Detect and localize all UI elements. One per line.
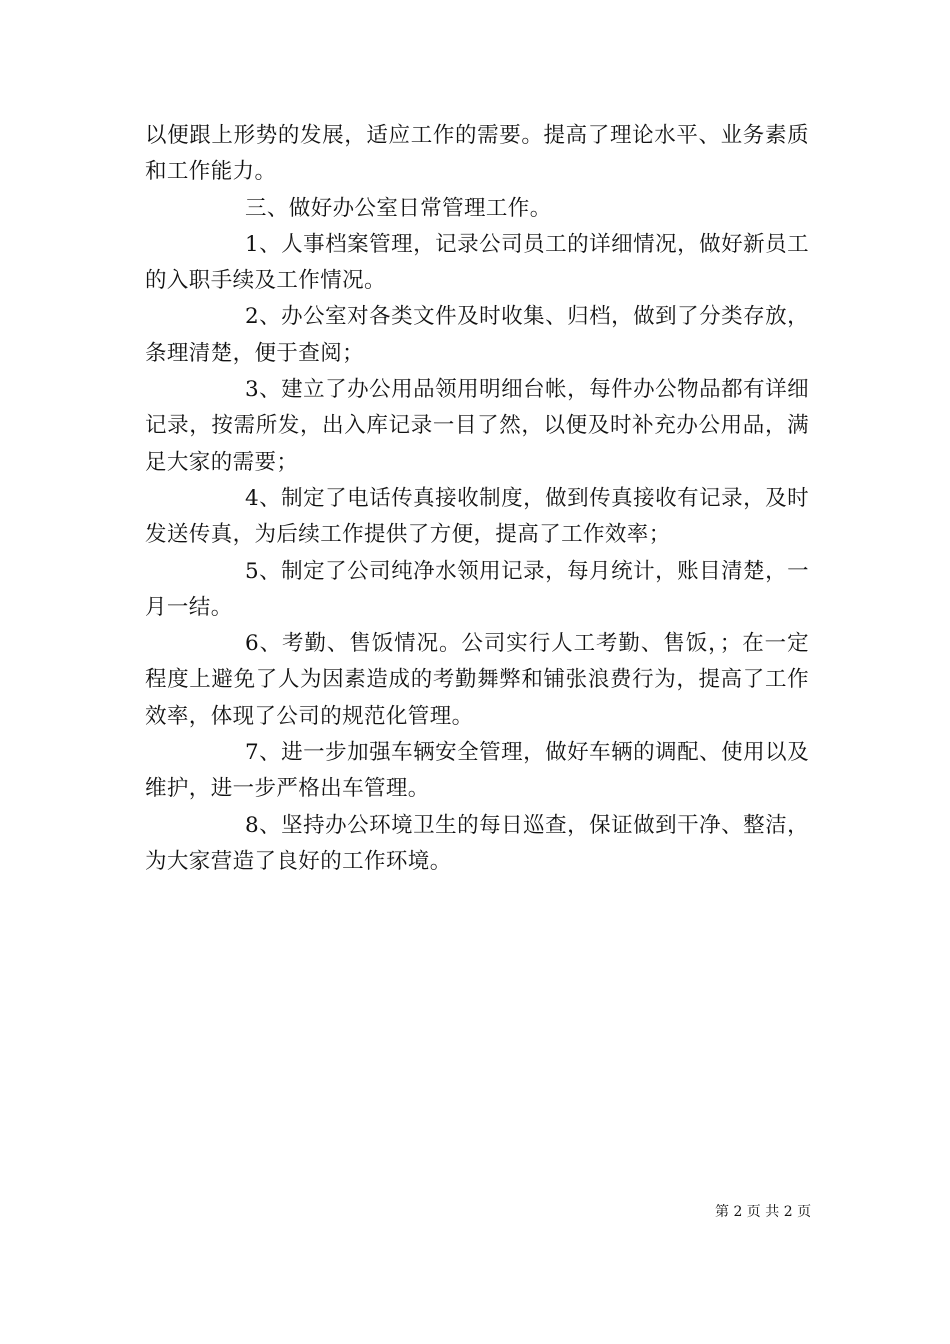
list-item-personnel-files: 1、人事档案管理，记录公司员工的详细情况，做好新员工的入职手续及工作情况。 (145, 231, 809, 294)
list-item-fax-system: 4、制定了电话传真接收制度，做到传真接收有记录，及时发送传真，为后续工作提供了方便，提高了工作效率； (145, 485, 809, 548)
list-item-office-hygiene: 8、坚持办公环境卫生的每日巡查，保证做到干净、整洁，为大家营造了良好的工作环境。 (145, 812, 809, 874)
section-heading-office-management: 三、做好办公室日常管理工作。 (245, 195, 552, 221)
list-item-vehicle-safety: 7、进一步加强车辆安全管理，做好车辆的调配、使用以及维护，进一步严格出车管理。 (145, 740, 809, 802)
paragraph-continuation: 以便跟上形势的发展，适应工作的需要。提高了理论水平、业务素质和工作能力。 (145, 123, 809, 185)
page-number-footer: 第 2 页 共 2 页 (715, 1204, 812, 1220)
document-body (145, 118, 809, 880)
list-item-water-records: 5、制定了公司纯净水领用记录，每月统计，账目清楚，一月一结。 (145, 558, 809, 620)
list-item-office-supplies: 3、建立了办公用品领用明细台帐，每件办公物品都有详细记录，按需所发，出入库记录一目了然，以便及时补充办公用品，满足大家的需要； (145, 377, 809, 475)
list-item-document-filing: 2、办公室对各类文件及时收集、归档，做到了分类存放，条理清楚，便于查阅； (145, 304, 809, 366)
list-item-attendance-meals: 6、考勤、售饭情况。公司实行人工考勤、售饭，；在一定程度上避免了人为因素造成的考勤舞弊和铺张浪费行为，提高了工作效率，体现了公司的规范化管理。 (145, 631, 809, 729)
